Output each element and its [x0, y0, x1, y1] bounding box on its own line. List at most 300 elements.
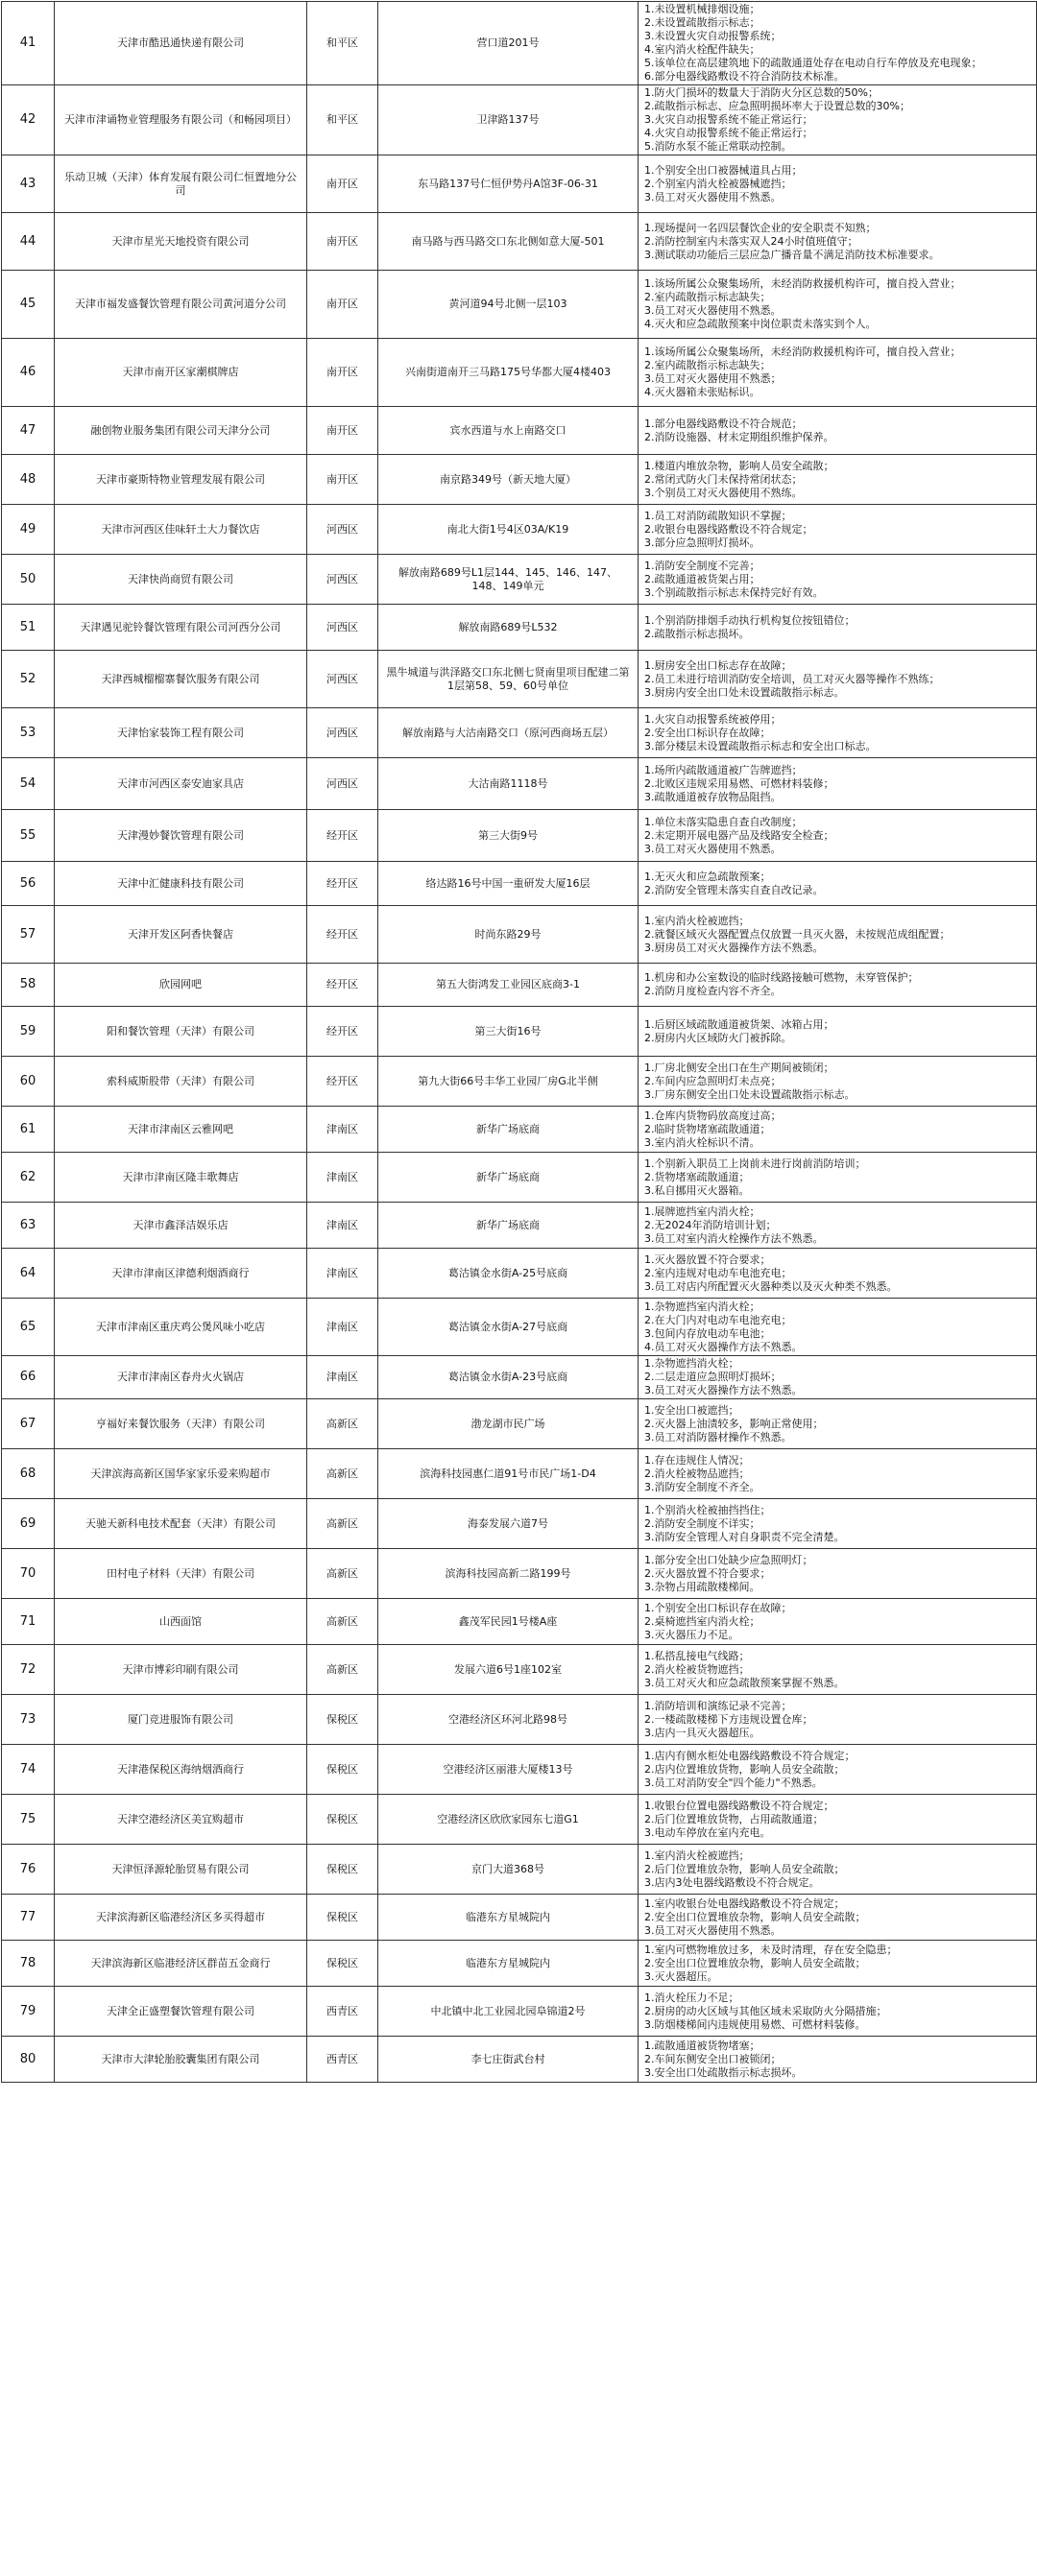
issue-item: 1.杂物遮挡室内消火栓； [644, 1300, 760, 1313]
issue-item: 3.室内消火栓标识不清。 [644, 1135, 760, 1149]
company-name: 天津市星光天地投资有限公司 [55, 213, 307, 271]
issues [639, 1895, 1037, 1941]
table-row [2, 1249, 1037, 1299]
issue-item: 3.消防安全制度不齐全。 [644, 1480, 760, 1493]
table-row [2, 407, 1037, 455]
issue-item: 1.无灭火和应急疏散预案； [644, 870, 771, 883]
issue-item: 3.员工对灭火器操作方法不熟悉。 [644, 1384, 803, 1396]
issue-item: 1.店内有侧水柜处电器线路敷设不符合规定； [644, 1749, 856, 1762]
issue-item: 2.消防控制室内未落实双人24小时值班值守； [644, 234, 858, 248]
company-name: 天津市津南区云雅网吧 [55, 1107, 307, 1153]
table-row [2, 339, 1037, 407]
company-name: 亨福好来餐饮服务（天津）有限公司 [55, 1399, 307, 1449]
row-number: 44 [2, 213, 55, 271]
address: 第三大街9号 [378, 810, 639, 862]
district: 高新区 [307, 1449, 378, 1499]
issue-item: 2.消火栓被货物遮挡； [644, 1662, 750, 1676]
issue-item: 3.私自挪用灭火器箱。 [644, 1183, 750, 1197]
address: 解放南路与大沽南路交口（原河西商场五层） [378, 708, 639, 758]
district: 津南区 [307, 1107, 378, 1153]
company-name: 天津滨海新区临港经济区群苗五金商行 [55, 1941, 307, 1987]
issue-item: 3.疏散通道被存放物品阻挡。 [644, 790, 782, 803]
issue-item: 1.消火栓压力不足； [644, 1991, 739, 2004]
company-name: 天津滨海高新区国华家家乐爱来购超市 [55, 1449, 307, 1499]
issue-item: 1.杂物遮挡消火栓； [644, 1357, 739, 1370]
issues [639, 758, 1037, 810]
issue-item: 2.灭火器上油渍较多，影响正常使用； [644, 1417, 824, 1430]
district: 经开区 [307, 964, 378, 1007]
table-row [2, 708, 1037, 758]
company-name: 欣园网吧 [55, 964, 307, 1007]
company-name: 天津遇见驼铃餐饮管理有限公司河西分公司 [55, 605, 307, 651]
issues [639, 2037, 1037, 2083]
issue-item: 1.室内收银台处电器线路敷设不符合规定； [644, 1896, 845, 1910]
address: 空港经济区丽港大厦楼13号 [378, 1745, 639, 1795]
issues [639, 1007, 1037, 1057]
district: 高新区 [307, 1599, 378, 1645]
row-number: 48 [2, 455, 55, 505]
row-number: 56 [2, 862, 55, 906]
issue-item: 2.在大门内对电动车电池充电； [644, 1313, 792, 1326]
table-row [2, 1449, 1037, 1499]
address: 解放南路689号L1层144、145、146、147、148、149单元 [378, 555, 639, 605]
table-row [2, 1399, 1037, 1449]
issue-item: 1.部分安全出口处缺少应急照明灯； [644, 1553, 813, 1566]
table-row [2, 964, 1037, 1007]
address: 渤龙湖市民广场 [378, 1399, 639, 1449]
company-name: 天津开发区阿香快餐店 [55, 906, 307, 964]
row-number: 50 [2, 555, 55, 605]
row-number: 79 [2, 1987, 55, 2037]
address: 新华广场底商 [378, 1203, 639, 1249]
address: 新华广场底商 [378, 1153, 639, 1203]
issue-item: 5.该单位在高层建筑地下的疏散通道处存在电动自行车停放及充电现象； [644, 57, 982, 69]
issues [639, 1549, 1037, 1599]
address: 第五大街鸿发工业园区底商3-1 [378, 964, 639, 1007]
company-name: 天津市津南区津德利烟酒商行 [55, 1249, 307, 1299]
row-number: 61 [2, 1107, 55, 1153]
district: 高新区 [307, 1499, 378, 1549]
row-number: 52 [2, 651, 55, 708]
table-row [2, 1987, 1037, 2037]
issue-item: 1.单位未落实隐患自查自改制度； [644, 815, 803, 828]
issues [639, 1057, 1037, 1107]
row-number: 70 [2, 1549, 55, 1599]
issue-item: 2.厨房的动火区域与其他区域未采取防火分隔措施； [644, 2004, 887, 2017]
row-number: 59 [2, 1007, 55, 1057]
issue-item: 3.测试联动功能后三层应急广播音量不满足消防技术标准要求。 [644, 248, 940, 261]
issues [639, 810, 1037, 862]
address: 东马路137号仁恒伊势丹A馆3F-06-31 [378, 155, 639, 213]
issue-item: 2.未定期开展电器产品及线路安全检查； [644, 828, 834, 842]
issue-item: 1.防火门损坏的数量大于消防火分区总数的50%； [644, 86, 879, 99]
row-number: 45 [2, 271, 55, 339]
district: 南开区 [307, 407, 378, 455]
district: 南开区 [307, 339, 378, 407]
district: 津南区 [307, 1249, 378, 1299]
company-name: 天津市津诵物业管理服务有限公司（和畅园项目） [55, 85, 307, 155]
address: 京门大道368号 [378, 1845, 639, 1895]
issue-item: 1.存在违规住人情况； [644, 1453, 750, 1467]
issue-item: 2.后门位置堆放杂物，影响人员安全疏散； [644, 1862, 845, 1875]
company-name: 天津怡家装饰工程有限公司 [55, 708, 307, 758]
issues [639, 271, 1037, 339]
table-row [2, 1057, 1037, 1107]
issue-item: 3.安全出口处疏散指示标志损坏。 [644, 2065, 803, 2079]
issue-item: 3.店内一具灭火器超压。 [644, 1726, 760, 1739]
issue-item: 1.个别安全出口被器械道具占用； [644, 163, 803, 177]
row-number: 69 [2, 1499, 55, 1549]
address: 黄河道94号北侧一层103 [378, 271, 639, 339]
table-row [2, 1299, 1037, 1356]
company-name: 天津市鑫泽洁娱乐店 [55, 1203, 307, 1249]
issue-item: 3.厨房内安全出口处未设置疏散指示标志。 [644, 685, 845, 699]
company-name: 天津全正盛塑餐饮管理有限公司 [55, 1987, 307, 2037]
issue-item: 2.疏散指示标志损坏。 [644, 627, 750, 640]
issue-item: 1.消防安全制度不完善； [644, 559, 760, 572]
issue-item: 3.员工对室内消火栓操作方法不熟悉。 [644, 1231, 824, 1245]
table-row [2, 1845, 1037, 1895]
company-name: 乐动卫城（天津）体育发展有限公司仁恒置地分公司 [55, 155, 307, 213]
row-number: 41 [2, 2, 55, 85]
district: 河西区 [307, 651, 378, 708]
district: 保税区 [307, 1845, 378, 1895]
issue-item: 1.员工对消防疏散知识不掌握； [644, 509, 792, 522]
issues [639, 1203, 1037, 1249]
company-name: 田村电子材料（天津）有限公司 [55, 1549, 307, 1599]
address: 临港东方星城院内 [378, 1895, 639, 1941]
issue-item: 2.消防安全管理未落实自查自改记录。 [644, 883, 824, 896]
company-name: 天津空港经济区美宜购超市 [55, 1795, 307, 1845]
table-row [2, 555, 1037, 605]
address: 南京路349号（新天地大厦） [378, 455, 639, 505]
company-name: 天津市津南区重庆鸡公煲风味小吃店 [55, 1299, 307, 1356]
district: 南开区 [307, 455, 378, 505]
district: 经开区 [307, 1007, 378, 1057]
table-row [2, 1695, 1037, 1745]
issue-item: 2.桌椅遮挡室内消火栓； [644, 1614, 760, 1628]
table-row [2, 810, 1037, 862]
row-number: 51 [2, 605, 55, 651]
company-name: 索科威斯股带（天津）有限公司 [55, 1057, 307, 1107]
district: 经开区 [307, 1057, 378, 1107]
issue-item: 2.车间东侧安全出口被锁闭； [644, 2052, 782, 2065]
row-number: 80 [2, 2037, 55, 2083]
issue-item: 2.收银台电器线路敷设不符合规定； [644, 522, 813, 536]
district: 津南区 [307, 1153, 378, 1203]
issues [639, 213, 1037, 271]
company-name: 天津漫妙餐饮管理有限公司 [55, 810, 307, 862]
district: 西青区 [307, 2037, 378, 2083]
address: 第九大街66号丰华工业园厂房G北半侧 [378, 1057, 639, 1107]
issue-item: 3.厂房东侧安全出口处未设置疏散指示标志。 [644, 1087, 856, 1101]
issue-item: 3.包间内存放电动车电池； [644, 1326, 771, 1340]
row-number: 57 [2, 906, 55, 964]
table-row [2, 1549, 1037, 1599]
address: 空港经济区欣欣家园东七道G1 [378, 1795, 639, 1845]
row-number: 65 [2, 1299, 55, 1356]
row-number: 75 [2, 1795, 55, 1845]
company-name: 天津市津南区春舟火火锅店 [55, 1356, 307, 1399]
issue-item: 4.员工对灭火器操作方法不熟悉。 [644, 1340, 803, 1353]
issue-item: 3.员工对灭火器使用不熟悉； [644, 372, 782, 385]
company-name: 融创物业服务集团有限公司天津分公司 [55, 407, 307, 455]
district: 保税区 [307, 1695, 378, 1745]
issue-item: 3.个别员工对灭火器使用不熟练。 [644, 486, 803, 499]
table-row [2, 2037, 1037, 2083]
district: 高新区 [307, 1549, 378, 1599]
issue-item: 1.机房和办公室数设的临时线路接触可燃物，未穿管保护； [644, 971, 919, 984]
table-row [2, 1645, 1037, 1695]
issue-item: 3.灭火器超压。 [644, 1969, 718, 1983]
issue-item: 3.个别疏散指示标志未保持完好有效。 [644, 585, 824, 599]
row-number: 64 [2, 1249, 55, 1299]
issue-item: 1.未设置机械排烟设施； [644, 3, 760, 15]
issue-item: 4.灭火和应急疏散预案中岗位职责未落实到个人。 [644, 318, 877, 330]
row-number: 43 [2, 155, 55, 213]
table-row [2, 1356, 1037, 1399]
company-name: 天津市河西区佳味轩土大力餐饮店 [55, 505, 307, 555]
issue-item: 1.收银台位置电器线路敷设不符合规定； [644, 1799, 834, 1812]
issue-item: 1.个别安全出口标识存在故障； [644, 1601, 792, 1614]
row-number: 77 [2, 1895, 55, 1941]
district: 保税区 [307, 1795, 378, 1845]
district: 经开区 [307, 810, 378, 862]
address: 黑牛城道与洪泽路交口东北侧七贤南里项目配建二第1层第58、59、60号单位 [378, 651, 639, 708]
row-number: 54 [2, 758, 55, 810]
issue-item: 2.室内疏散指示标志缺失； [644, 291, 771, 303]
issue-item: 1.消防培训和演练记录不完善； [644, 1699, 792, 1712]
address: 李七庄街武台村 [378, 2037, 639, 2083]
address: 时尚东路29号 [378, 906, 639, 964]
issue-item: 3.部分应急照明灯损坏。 [644, 536, 760, 549]
address: 葛沽镇金水街A-25号底商 [378, 1249, 639, 1299]
row-number: 58 [2, 964, 55, 1007]
district: 高新区 [307, 1645, 378, 1695]
issue-item: 2.常闭式防火门未保持常闭状态； [644, 472, 803, 486]
issue-item: 2.店内位置堆放货物，影响人员安全疏散； [644, 1762, 845, 1776]
issue-item: 1.仓库内货物码放高度过高； [644, 1109, 782, 1122]
issues [639, 1645, 1037, 1695]
row-number: 47 [2, 407, 55, 455]
issue-item: 3.部分楼层未设置疏散指示标志和安全出口标志。 [644, 739, 877, 752]
row-number: 62 [2, 1153, 55, 1203]
address: 解放南路689号L532 [378, 605, 639, 651]
issue-item: 2.室内违规对电动车电池充电； [644, 1266, 792, 1279]
company-name: 天津港保税区海纳烟酒商行 [55, 1745, 307, 1795]
row-number: 71 [2, 1599, 55, 1645]
company-name: 天津中汇健康科技有限公司 [55, 862, 307, 906]
company-name: 天津市豪斯特物业管理发展有限公司 [55, 455, 307, 505]
issue-item: 2.无2024年消防培训计划； [644, 1218, 777, 1231]
issue-item: 1.火灾自动报警系统被停用； [644, 712, 782, 726]
issues [639, 1449, 1037, 1499]
district: 南开区 [307, 155, 378, 213]
district: 经开区 [307, 862, 378, 906]
issues [639, 1399, 1037, 1449]
table-row [2, 1007, 1037, 1057]
row-number: 49 [2, 505, 55, 555]
issues [639, 906, 1037, 964]
issues [639, 85, 1037, 155]
issue-item: 2.厨房内火区域防火门被拆除。 [644, 1031, 792, 1044]
row-number: 68 [2, 1449, 55, 1499]
row-number: 72 [2, 1645, 55, 1695]
document-page [0, 1, 1037, 2576]
address: 第三大街16号 [378, 1007, 639, 1057]
issue-item: 1.室内消火栓被遮挡； [644, 914, 750, 927]
table-row [2, 455, 1037, 505]
issue-item: 6.部分电器线路敷设不符合消防技术标准。 [644, 70, 845, 83]
issue-item: 3.杂物占用疏散楼梯间。 [644, 1580, 760, 1593]
issues [639, 505, 1037, 555]
company-name: 厦门竞进服饰有限公司 [55, 1695, 307, 1745]
address: 营口道201号 [378, 2, 639, 85]
issues [639, 651, 1037, 708]
issue-item: 4.室内消火栓配件缺失； [644, 43, 760, 56]
table-row [2, 1745, 1037, 1795]
issue-item: 1.该场所属公众聚集场所，未经消防救援机构许可，擅自投入营业； [644, 346, 961, 358]
issue-item: 1.室内可燃物堆放过多，未及时清理，存在安全隐患； [644, 1943, 898, 1956]
table-row [2, 1107, 1037, 1153]
district: 津南区 [307, 1203, 378, 1249]
issue-item: 2.室内疏散指示标志缺失； [644, 359, 771, 371]
district: 和平区 [307, 2, 378, 85]
table-row [2, 1153, 1037, 1203]
issue-item: 2.北败区违规采用易燃、可燃材料装修； [644, 776, 834, 790]
company-name: 天津市南开区家潮棋牌店 [55, 339, 307, 407]
company-name: 天津市酷迅通快递有限公司 [55, 2, 307, 85]
address: 海泰发展六道7号 [378, 1499, 639, 1549]
district: 河西区 [307, 605, 378, 651]
issue-item: 1.灭火器放置不符合要求； [644, 1252, 771, 1266]
row-number: 76 [2, 1845, 55, 1895]
company-name: 天津市津南区隆丰歌舞店 [55, 1153, 307, 1203]
row-number: 67 [2, 1399, 55, 1449]
table-row [2, 213, 1037, 271]
issue-item: 3.厨房员工对灭火器操作方法不熟悉。 [644, 941, 824, 954]
issue-item: 2.消防月度检查内容不齐全。 [644, 985, 782, 997]
issue-item: 3.员工对灭火器使用不熟悉。 [644, 842, 782, 855]
address: 空港经济区环河北路98号 [378, 1695, 639, 1745]
address: 葛沽镇金水街A-27号底商 [378, 1299, 639, 1356]
company-name: 天津市福发盛餐饮管理有限公司黄河道分公司 [55, 271, 307, 339]
company-name: 天津滨海新区临港经济区多买得超市 [55, 1895, 307, 1941]
district: 保税区 [307, 1895, 378, 1941]
issue-item: 1.个别消火栓被抽挡挡住； [644, 1503, 771, 1516]
issues [639, 1153, 1037, 1203]
address: 发展六道6号1座102室 [378, 1645, 639, 1695]
issue-item: 2.未设置疏散指示标志； [644, 16, 760, 29]
issue-item: 3.灭火器压力不足。 [644, 1628, 739, 1641]
district: 津南区 [307, 1356, 378, 1399]
issue-item: 1.室内消火栓被遮挡； [644, 1849, 750, 1862]
district: 河西区 [307, 758, 378, 810]
address: 宾水西道与水上南路交口 [378, 407, 639, 455]
address: 兴南街道南开三马路175号华都大厦4楼403 [378, 339, 639, 407]
issue-item: 2.个别室内消火栓被器械遮挡； [644, 177, 792, 190]
address: 大沽南路1118号 [378, 758, 639, 810]
issues [639, 1941, 1037, 1987]
row-number: 63 [2, 1203, 55, 1249]
address: 滨海科技园高新二路199号 [378, 1549, 639, 1599]
issue-item: 2.安全出口标识存在故障； [644, 726, 771, 739]
issues [639, 605, 1037, 651]
issue-item: 2.疏散通道被货架占用； [644, 572, 760, 585]
issue-item: 1.私搭乱接电气线路； [644, 1649, 750, 1662]
district: 南开区 [307, 271, 378, 339]
issue-item: 3.员工对灭火和应急疏散预案掌握不熟悉。 [644, 1676, 845, 1689]
issue-item: 1.厂房北侧安全出口在生产期间被锁闭； [644, 1061, 834, 1074]
table-row [2, 1895, 1037, 1941]
district: 河西区 [307, 505, 378, 555]
address: 络达路16号中国一重研发大厦16层 [378, 862, 639, 906]
issue-item: 3.员工对店内所配置灭火器种类以及灭火种类不熟悉。 [644, 1279, 898, 1293]
issues [639, 1845, 1037, 1895]
issue-item: 2.车间内应急照明灯未点亮； [644, 1074, 782, 1087]
issues [639, 1695, 1037, 1745]
row-number: 66 [2, 1356, 55, 1399]
issue-item: 2.灭火器放置不符合要求； [644, 1566, 771, 1580]
row-number: 53 [2, 708, 55, 758]
district: 和平区 [307, 85, 378, 155]
row-number: 42 [2, 85, 55, 155]
table-row [2, 505, 1037, 555]
table-row [2, 906, 1037, 964]
issue-item: 3.电动车停放在室内充电。 [644, 1825, 771, 1839]
table-row [2, 2, 1037, 85]
issue-item: 2.后门位置堆放货物，占用疏散通道； [644, 1812, 824, 1825]
company-name: 天津恒泽源轮胎贸易有限公司 [55, 1845, 307, 1895]
district: 河西区 [307, 708, 378, 758]
issue-item: 5.消防水泵不能正常联动控制。 [644, 140, 792, 153]
address: 滨海科技园惠仁道91号市民广场1-D4 [378, 1449, 639, 1499]
issues [639, 1249, 1037, 1299]
issue-item: 3.员工对消防器材操作不熟悉。 [644, 1430, 792, 1443]
issues [639, 1987, 1037, 2037]
table-row [2, 85, 1037, 155]
issue-item: 3.火灾自动报警系统不能正常运行； [644, 113, 813, 126]
issue-item: 1.厨房安全出口标志存在故障； [644, 658, 792, 672]
address: 新华广场底商 [378, 1107, 639, 1153]
row-number: 55 [2, 810, 55, 862]
issue-item: 1.楼道内堆放杂物，影响人员安全疏散； [644, 459, 834, 472]
district: 南开区 [307, 213, 378, 271]
address: 南北大街1号4区03A/K19 [378, 505, 639, 555]
issues [639, 964, 1037, 1007]
table-row [2, 651, 1037, 708]
issue-item: 3.员工对灭火器使用不熟悉。 [644, 304, 782, 317]
issue-item: 1.疏散通道被货物堵塞； [644, 2039, 760, 2052]
issue-item: 3.未设置火灾自动报警系统； [644, 30, 782, 42]
address: 葛沽镇金水街A-23号底商 [378, 1356, 639, 1399]
address: 临港东方星城院内 [378, 1941, 639, 1987]
inspection-table [1, 1, 1037, 2083]
issue-item: 2.员工未进行培训消防安全培训，员工对灭火器等操作不熟练； [644, 672, 940, 685]
issue-item: 3.员工对灭火器使用不熟悉。 [644, 190, 782, 203]
issue-item: 2.一楼疏散楼梯下方违规设置仓库； [644, 1712, 813, 1726]
table-row [2, 1599, 1037, 1645]
address: 中北镇中北工业园北园阜锦道2号 [378, 1987, 639, 2037]
issue-item: 1.安全出口被遮挡； [644, 1403, 739, 1417]
district: 河西区 [307, 555, 378, 605]
issue-item: 1.部分电器线路敷设不符合规范； [644, 417, 803, 430]
district: 保税区 [307, 1941, 378, 1987]
issue-item: 3.消防安全管理人对自身职责不完全清楚。 [644, 1530, 845, 1543]
issue-item: 3.员工对消防安全"四个能力"不熟悉。 [644, 1776, 823, 1789]
issue-item: 4.灭火器箱未张贴标识。 [644, 386, 760, 398]
company-name: 山西面馆 [55, 1599, 307, 1645]
